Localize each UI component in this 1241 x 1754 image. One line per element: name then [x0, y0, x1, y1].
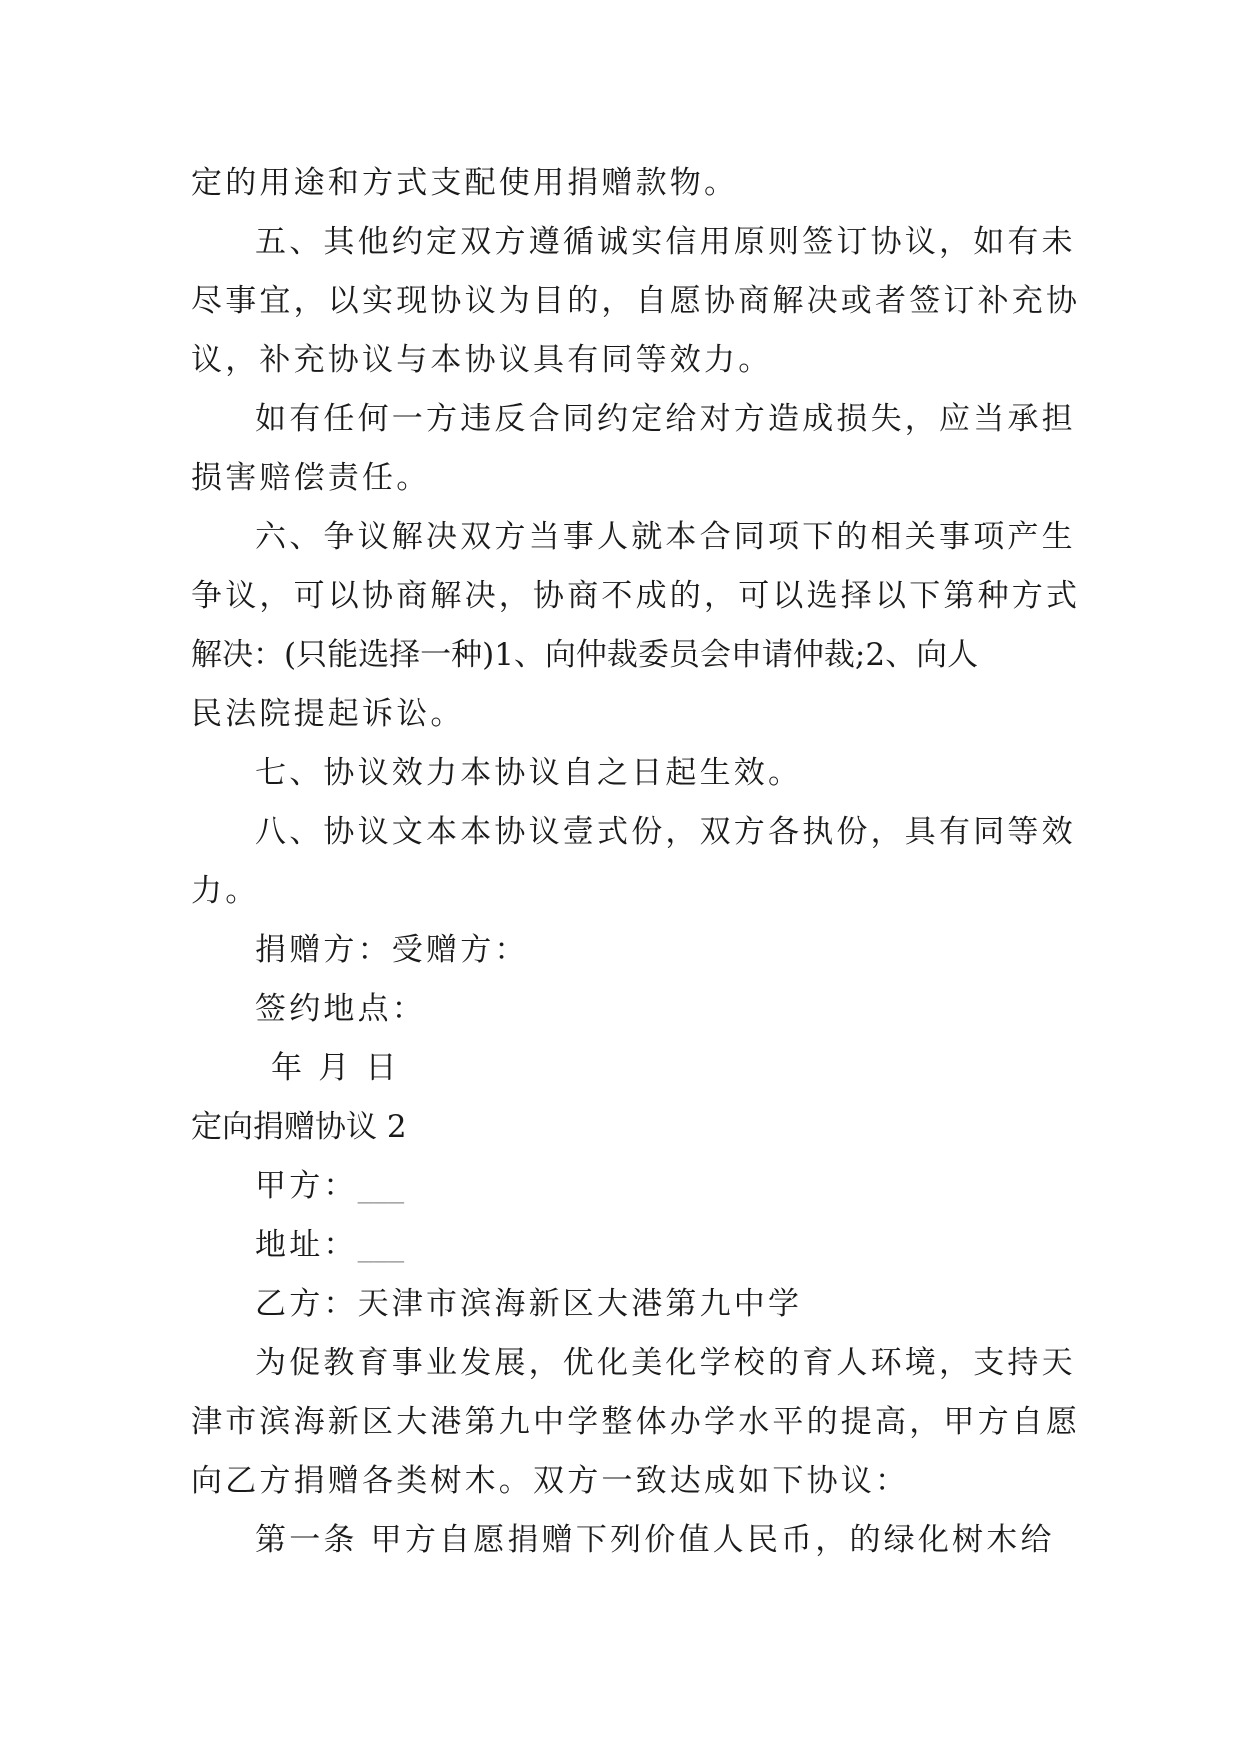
paragraph-line: 为促教育事业发展，优化美化学校的育人环境，支持天	[255, 1345, 1076, 1381]
address-line	[191, 1216, 1051, 1275]
party-b-line: 乙方：天津市滨海新区大港第九中学	[255, 1286, 803, 1322]
date-line: 年 月 日	[271, 1050, 400, 1086]
paragraph-line: 尽事宜，以实现协议为目的，自愿协商解决或者签订补充协	[191, 283, 1081, 319]
paragraph-line: 定的用途和方式支配使用捐赠款物。	[191, 165, 739, 201]
party-a-blank: ___	[357, 1168, 405, 1204]
clause-eight-line: 八、协议文本本协议壹式份，双方各执份，具有同等效	[255, 814, 1076, 850]
document-body	[191, 154, 1081, 1570]
signatory-line: 捐赠方：受赠方：	[255, 932, 529, 968]
paragraph-line: 解决：(只能选择一种)1、向仲裁委员会申请仲裁;2、向人	[191, 637, 979, 673]
paragraph-line: 议，补充协议与本协议具有同等效力。	[191, 342, 773, 378]
paragraph-line: 损害赔偿责任。	[191, 460, 431, 496]
clause-six-heading-line: 六、争议解决双方当事人就本合同项下的相关事项产生	[255, 519, 1076, 555]
signing-place-line: 签约地点：	[255, 991, 426, 1027]
clause-seven-line: 七、协议效力本协议自之日起生效。	[255, 755, 803, 791]
article-one-line: 第一条 甲方自愿捐赠下列价值人民币，的绿化树木给	[255, 1522, 1055, 1558]
party-a-label: 甲方：	[255, 1168, 358, 1204]
paragraph-line: 争议，可以协商解决，协商不成的，可以选择以下第种方式	[191, 578, 1081, 614]
party-a-line	[191, 1157, 1051, 1216]
paragraph-line: 力。	[191, 873, 260, 909]
paragraph-line: 如有任何一方违反合同约定给对方造成损失，应当承担	[255, 401, 1076, 437]
address-blank: ___	[357, 1227, 405, 1263]
paragraph-line: 津市滨海新区大港第九中学整体办学水平的提高，甲方自愿	[191, 1404, 1081, 1440]
clause-five-heading-line: 五、其他约定双方遵循诚实信用原则签订协议，如有未	[255, 224, 1076, 260]
paragraph-line: 民法院提起诉讼。	[191, 696, 465, 732]
paragraph-line: 向乙方捐赠各类树木。双方一致达成如下协议：	[191, 1463, 910, 1499]
agreement-title: 定向捐赠协议 2	[191, 1109, 407, 1145]
address-label: 地址：	[255, 1227, 358, 1263]
